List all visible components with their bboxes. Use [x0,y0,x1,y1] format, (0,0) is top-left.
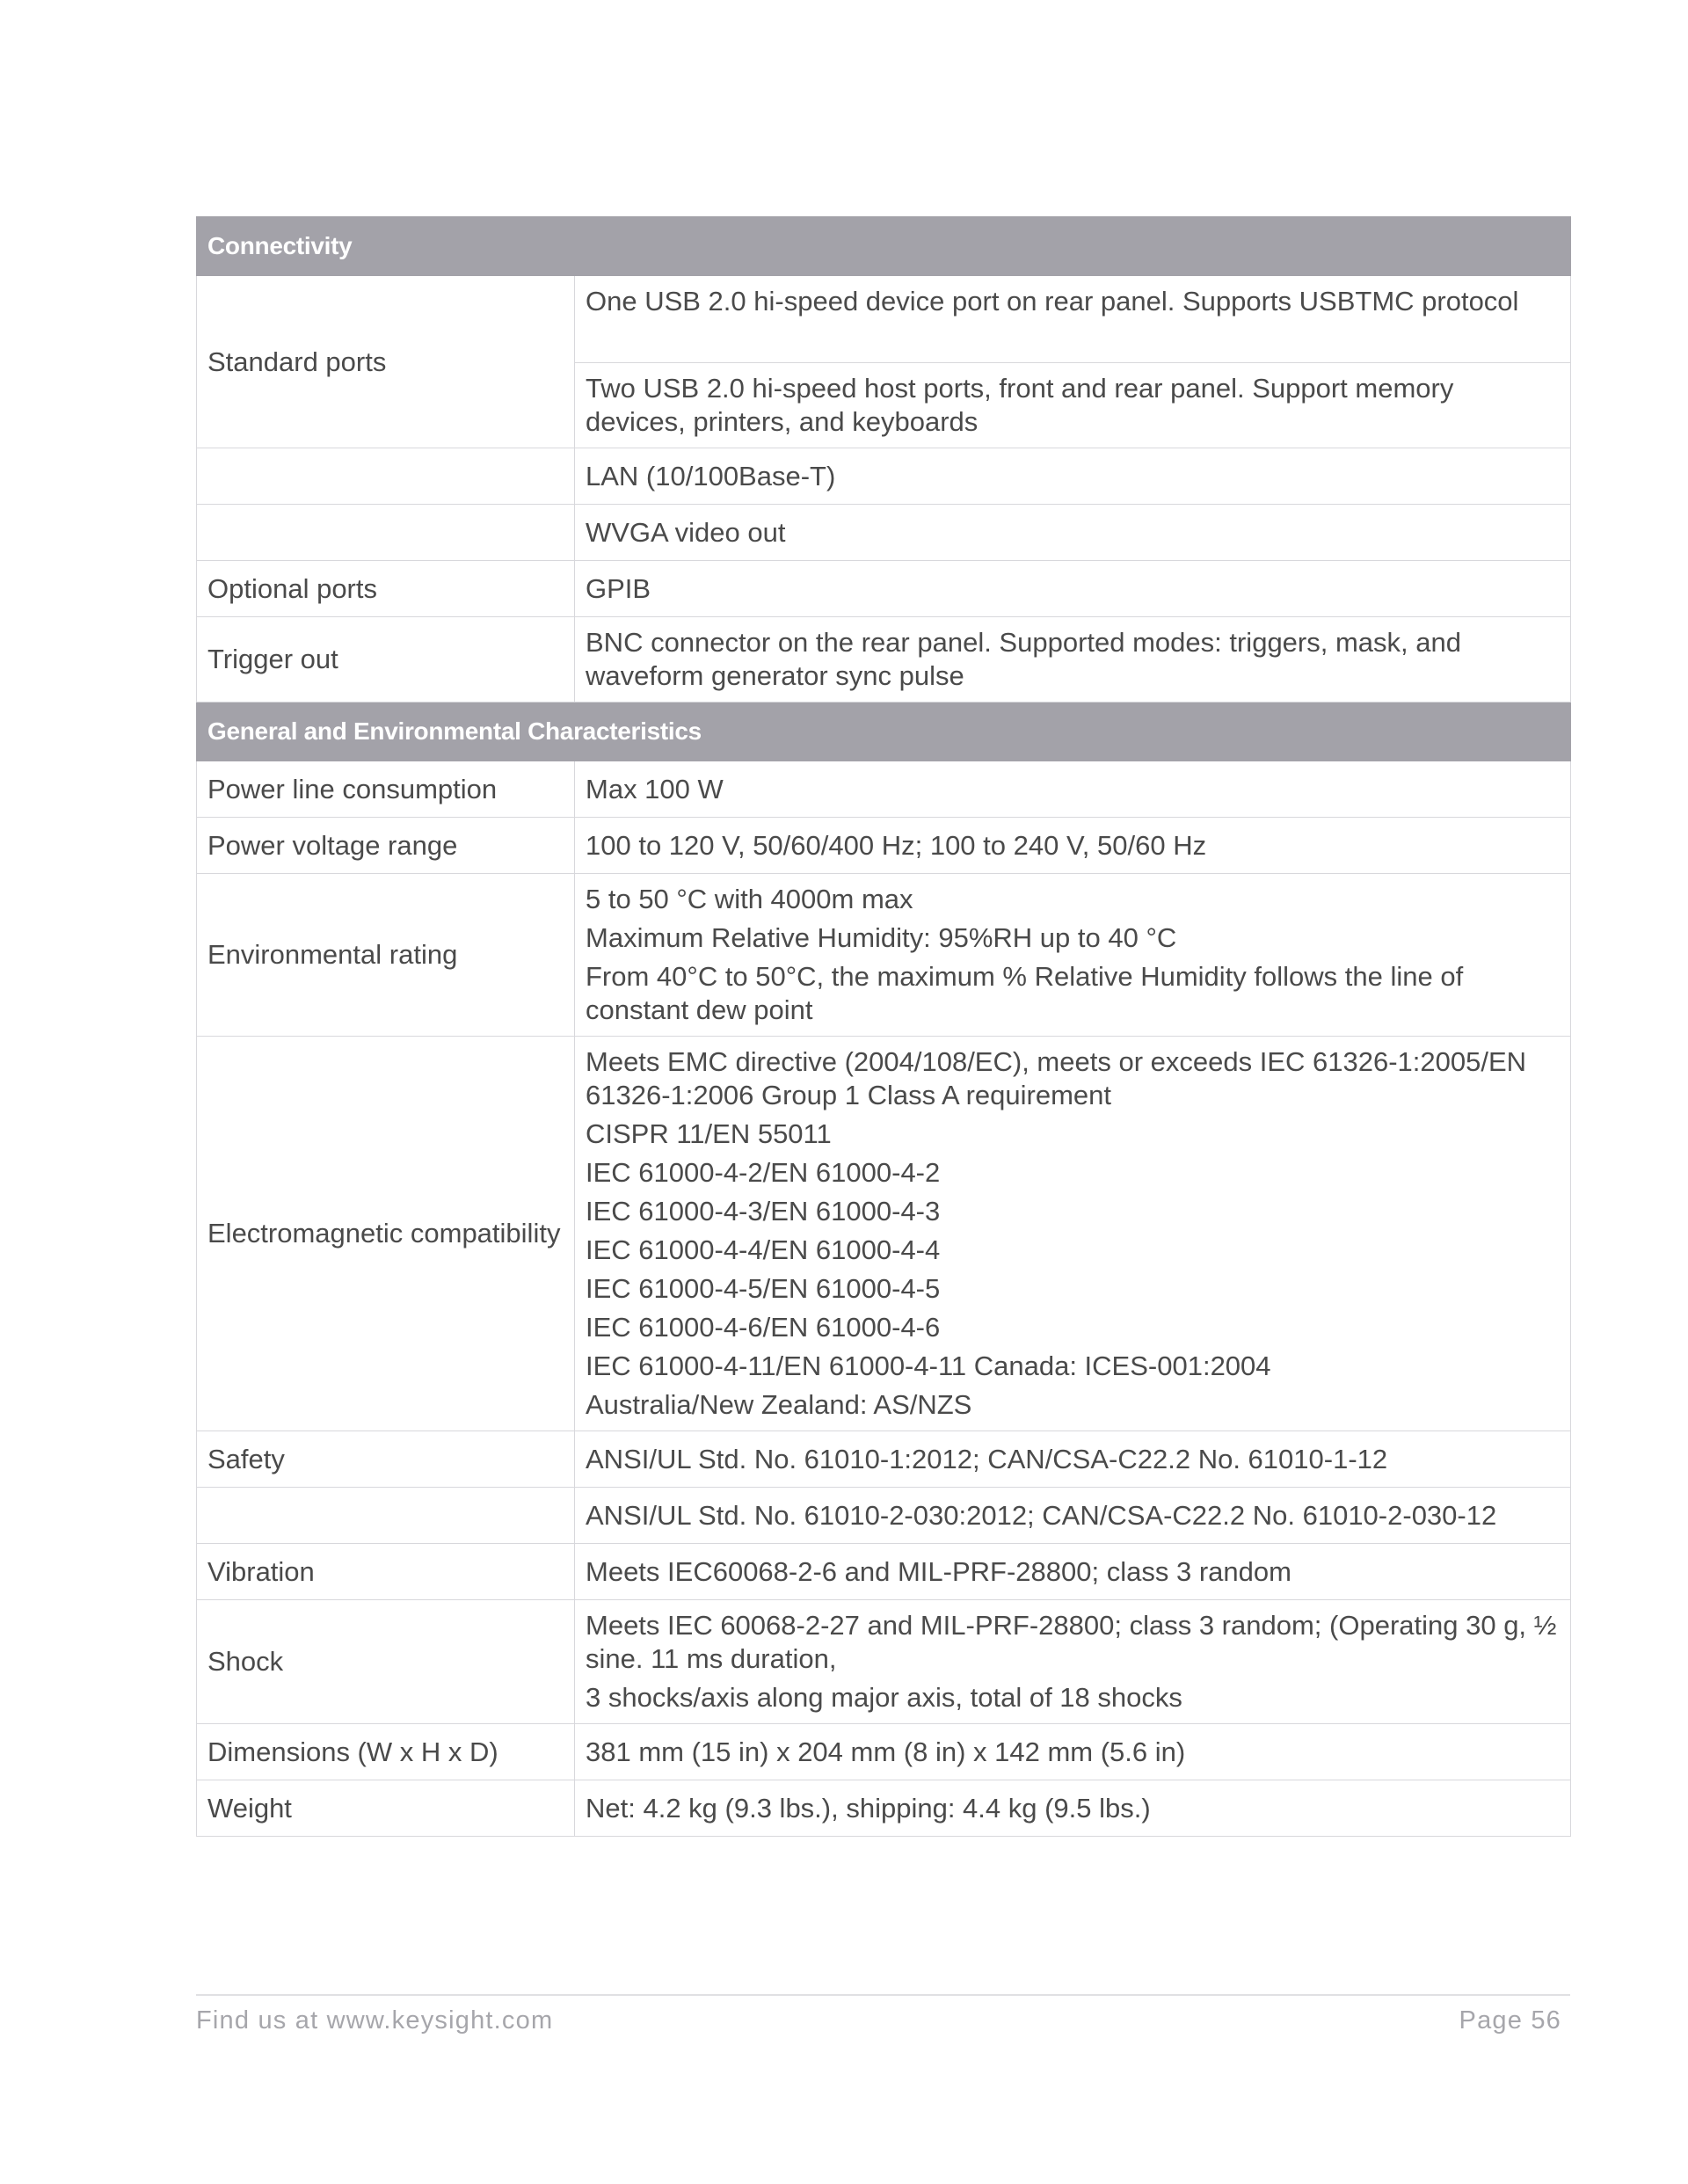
section-header-connectivity [197,217,1571,276]
row-label: Trigger out [197,617,575,703]
table-row [197,761,1571,818]
row-label: Safety [197,1431,575,1488]
row-value: ANSI/UL Std. No. 61010-1:2012; CAN/CSA-C22.2 No. 61010-1-12 [575,1431,1571,1488]
value-line: IEC 61000-4-11/EN 61000-4-11 Canada: ICES-001:2004 [586,1350,1271,1381]
row-value: Meets IEC60068-2-6 and MIL-PRF-28800; class 3 random [575,1544,1571,1600]
row-value: Net: 4.2 kg (9.3 lbs.), shipping: 4.4 kg (9.5 lbs.) [575,1780,1571,1837]
page-number: Page 56 [1459,2006,1561,2035]
value-line: Maximum Relative Humidity: 95%RH up to 40 °C [586,922,1177,953]
row-label: Shock [197,1600,575,1724]
value-line: CISPR 11/EN 55011 [586,1118,832,1149]
value-line: From 40°C to 50°C, the maximum % Relative Humidity follows the line of constant dew point [586,961,1464,1025]
table-row [197,448,1571,505]
footer-website: Find us at www.keysight.com [196,2006,554,2035]
table-row [197,1488,1571,1544]
row-label: Electromagnetic compatibility [197,1037,575,1431]
table-row [197,874,1571,1037]
value-line: IEC 61000-4-3/EN 61000-4-3 [586,1196,941,1227]
row-value: Two USB 2.0 hi-speed host ports, front and rear panel. Support memory devices, printers, and keyboards [575,363,1571,448]
row-label [197,1488,575,1544]
row-value [575,1600,1571,1724]
row-value [575,1037,1571,1431]
row-label: Power voltage range [197,818,575,874]
row-label: Optional ports [197,561,575,617]
row-value: 100 to 120 V, 50/60/400 Hz; 100 to 240 V, 50/60 Hz [575,818,1571,874]
row-label: Environmental rating [197,874,575,1037]
row-value: Max 100 W [575,761,1571,818]
row-label: Vibration [197,1544,575,1600]
table-row [197,1780,1571,1837]
value-line: IEC 61000-4-2/EN 61000-4-2 [586,1157,941,1188]
row-value: ANSI/UL Std. No. 61010-2-030:2012; CAN/CSA-C22.2 No. 61010-2-030-12 [575,1488,1571,1544]
table-row [197,1431,1571,1488]
row-label: Weight [197,1780,575,1837]
table-row [197,1600,1571,1724]
table-row [197,818,1571,874]
row-label: Power line consumption [197,761,575,818]
row-value: LAN (10/100Base-T) [575,448,1571,505]
table-row [197,1724,1571,1780]
row-label [197,505,575,561]
table-row [197,561,1571,617]
row-value: BNC connector on the rear panel. Supported modes: triggers, mask, and waveform generator sync pulse [575,617,1571,703]
section-title: General and Environmental Characteristics [197,703,1571,761]
table-row [197,1037,1571,1431]
value-line: Meets IEC 60068-2-27 and MIL-PRF-28800; class 3 random; (Operating 30 g, ½ sine. 11 ms duration, [586,1610,1557,1674]
row-label: Standard ports [197,276,575,448]
value-line: IEC 61000-4-5/EN 61000-4-5 [586,1273,941,1304]
specifications-table [196,216,1571,1837]
value-line: Meets EMC directive (2004/108/EC), meets or exceeds IEC 61326-1:2005/EN 61326-1:2006 Group 1 Class A requirement [586,1046,1527,1110]
row-label: Dimensions (W x H x D) [197,1724,575,1780]
row-value: 381 mm (15 in) x 204 mm (8 in) x 142 mm (5.6 in) [575,1724,1571,1780]
row-value: One USB 2.0 hi-speed device port on rear panel. Supports USBTMC protocol [575,276,1571,363]
value-line: IEC 61000-4-4/EN 61000-4-4 [586,1234,941,1265]
table-row [197,617,1571,703]
row-label [197,448,575,505]
section-header-general [197,703,1571,761]
row-value: WVGA video out [575,505,1571,561]
value-line: 3 shocks/axis along major axis, total of 18 shocks [586,1682,1182,1713]
table-row [197,505,1571,561]
value-line: 5 to 50 °C with 4000m max [586,884,913,914]
value-line: Australia/New Zealand: AS/NZS [586,1389,972,1420]
table-row [197,276,1571,363]
table-row [197,1544,1571,1600]
row-value: GPIB [575,561,1571,617]
row-value [575,874,1571,1037]
value-line: IEC 61000-4-6/EN 61000-4-6 [586,1312,941,1343]
section-title: Connectivity [197,217,1571,276]
footer-divider [196,1994,1570,1996]
